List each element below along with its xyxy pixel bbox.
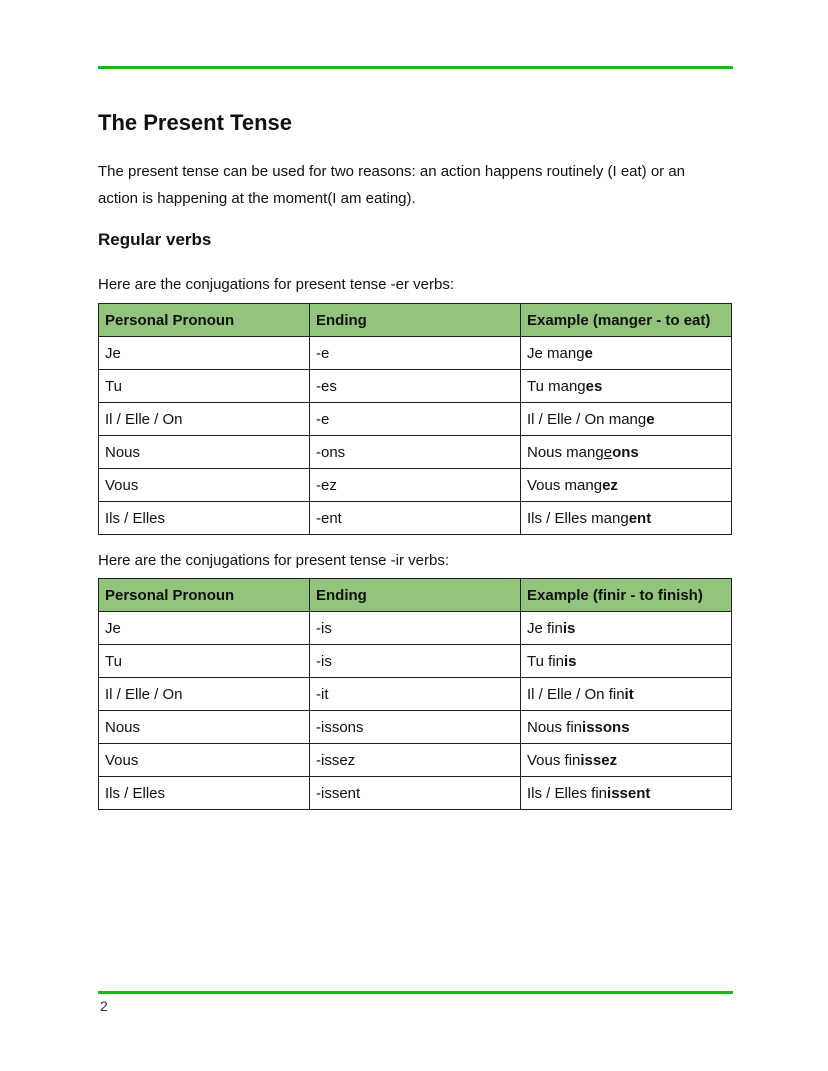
er-verbs-table bbox=[98, 303, 732, 535]
example-ending: es bbox=[585, 377, 603, 395]
header-row bbox=[99, 304, 732, 337]
pronoun-cell: Tu bbox=[99, 645, 310, 678]
ending-cell: -es bbox=[310, 370, 521, 403]
ending-cell: -e bbox=[310, 337, 521, 370]
table-row bbox=[99, 711, 732, 744]
column-header: Example (finir - to finish) bbox=[521, 579, 732, 612]
example-ending: e bbox=[646, 410, 655, 428]
example-cell bbox=[521, 502, 732, 535]
example-cell bbox=[521, 645, 732, 678]
ending-cell: -it bbox=[310, 678, 521, 711]
example-ending: is bbox=[563, 652, 577, 670]
example-stem: Il / Elle / On fin bbox=[527, 685, 625, 703]
example-stem: Nous mang bbox=[527, 443, 604, 461]
table-row bbox=[99, 777, 732, 810]
table-row bbox=[99, 469, 732, 502]
example-cell bbox=[521, 777, 732, 810]
table-row bbox=[99, 678, 732, 711]
example-ending: e bbox=[584, 344, 593, 362]
ir-verbs-table bbox=[98, 578, 732, 810]
pronoun-cell: Vous bbox=[99, 469, 310, 502]
table-row bbox=[99, 612, 732, 645]
example-stem: Nous fin bbox=[527, 718, 583, 736]
pronoun-cell: Nous bbox=[99, 711, 310, 744]
table-row bbox=[99, 502, 732, 535]
pronoun-cell: Il / Elle / On bbox=[99, 678, 310, 711]
table-caption: Here are the conjugations for present tense -er verbs: bbox=[98, 276, 455, 293]
example-stem: Tu fin bbox=[527, 652, 564, 670]
page-number: 2 bbox=[100, 998, 108, 1014]
example-stem: Je fin bbox=[527, 619, 563, 637]
table-row bbox=[99, 370, 732, 403]
table-row bbox=[99, 337, 732, 370]
example-cell bbox=[521, 678, 732, 711]
column-header: Example (manger - to eat) bbox=[521, 304, 732, 337]
example-cell bbox=[521, 337, 732, 370]
pronoun-cell: Nous bbox=[99, 436, 310, 469]
column-header: Ending bbox=[310, 579, 521, 612]
header-row bbox=[99, 579, 732, 612]
example-stem: Je mang bbox=[527, 344, 585, 362]
ending-cell: -is bbox=[310, 645, 521, 678]
example-cell bbox=[521, 469, 732, 502]
example-stem: Ils / Elles mang bbox=[527, 509, 629, 527]
example-stem: Vous mang bbox=[527, 476, 603, 494]
example-ending: issons bbox=[582, 718, 630, 736]
pronoun-cell: Ils / Elles bbox=[99, 777, 310, 810]
ending-cell: -e bbox=[310, 403, 521, 436]
example-stem: Tu mang bbox=[527, 377, 586, 395]
section-heading: Regular verbs bbox=[98, 230, 212, 249]
ending-cell: -issez bbox=[310, 744, 521, 777]
column-header: Personal Pronoun bbox=[99, 304, 310, 337]
pronoun-cell: Je bbox=[99, 612, 310, 645]
example-ending: it bbox=[624, 685, 634, 703]
table-row bbox=[99, 645, 732, 678]
example-ending: issent bbox=[607, 784, 651, 802]
example-stem: Il / Elle / On mang bbox=[527, 410, 647, 428]
example-ending: ent bbox=[628, 509, 652, 527]
example-cell bbox=[521, 370, 732, 403]
example-stem: Vous fin bbox=[527, 751, 581, 769]
page-title: The Present Tense bbox=[98, 110, 292, 135]
pronoun-cell: Ils / Elles bbox=[99, 502, 310, 535]
example-cell bbox=[521, 711, 732, 744]
ending-cell: -ez bbox=[310, 469, 521, 502]
pronoun-cell: Il / Elle / On bbox=[99, 403, 310, 436]
example-underlined: e bbox=[603, 443, 613, 461]
example-ending: ez bbox=[602, 476, 618, 494]
ending-cell: -ent bbox=[310, 502, 521, 535]
ending-cell: -is bbox=[310, 612, 521, 645]
intro-paragraph: The present tense can be used for two reasons: an action happens routinely (I eat) or an action is happening at the moment(I am eating). bbox=[98, 163, 686, 207]
table-caption: Here are the conjugations for present tense -ir verbs: bbox=[98, 552, 450, 569]
example-ending: is bbox=[562, 619, 576, 637]
example-ending: ons bbox=[612, 443, 639, 461]
top-rule bbox=[98, 66, 733, 69]
ending-cell: -ons bbox=[310, 436, 521, 469]
pronoun-cell: Je bbox=[99, 337, 310, 370]
table-row bbox=[99, 744, 732, 777]
pronoun-cell: Vous bbox=[99, 744, 310, 777]
pronoun-cell: Tu bbox=[99, 370, 310, 403]
example-cell bbox=[521, 436, 732, 469]
table-row bbox=[99, 403, 732, 436]
column-header: Personal Pronoun bbox=[99, 579, 310, 612]
example-cell bbox=[521, 612, 732, 645]
ending-cell: -issent bbox=[310, 777, 521, 810]
bottom-rule bbox=[98, 991, 733, 994]
table-row bbox=[99, 436, 732, 469]
column-header: Ending bbox=[310, 304, 521, 337]
ending-cell: -issons bbox=[310, 711, 521, 744]
example-ending: issez bbox=[580, 751, 618, 769]
example-cell bbox=[521, 403, 732, 436]
example-cell bbox=[521, 744, 732, 777]
example-stem: Ils / Elles fin bbox=[527, 784, 608, 802]
